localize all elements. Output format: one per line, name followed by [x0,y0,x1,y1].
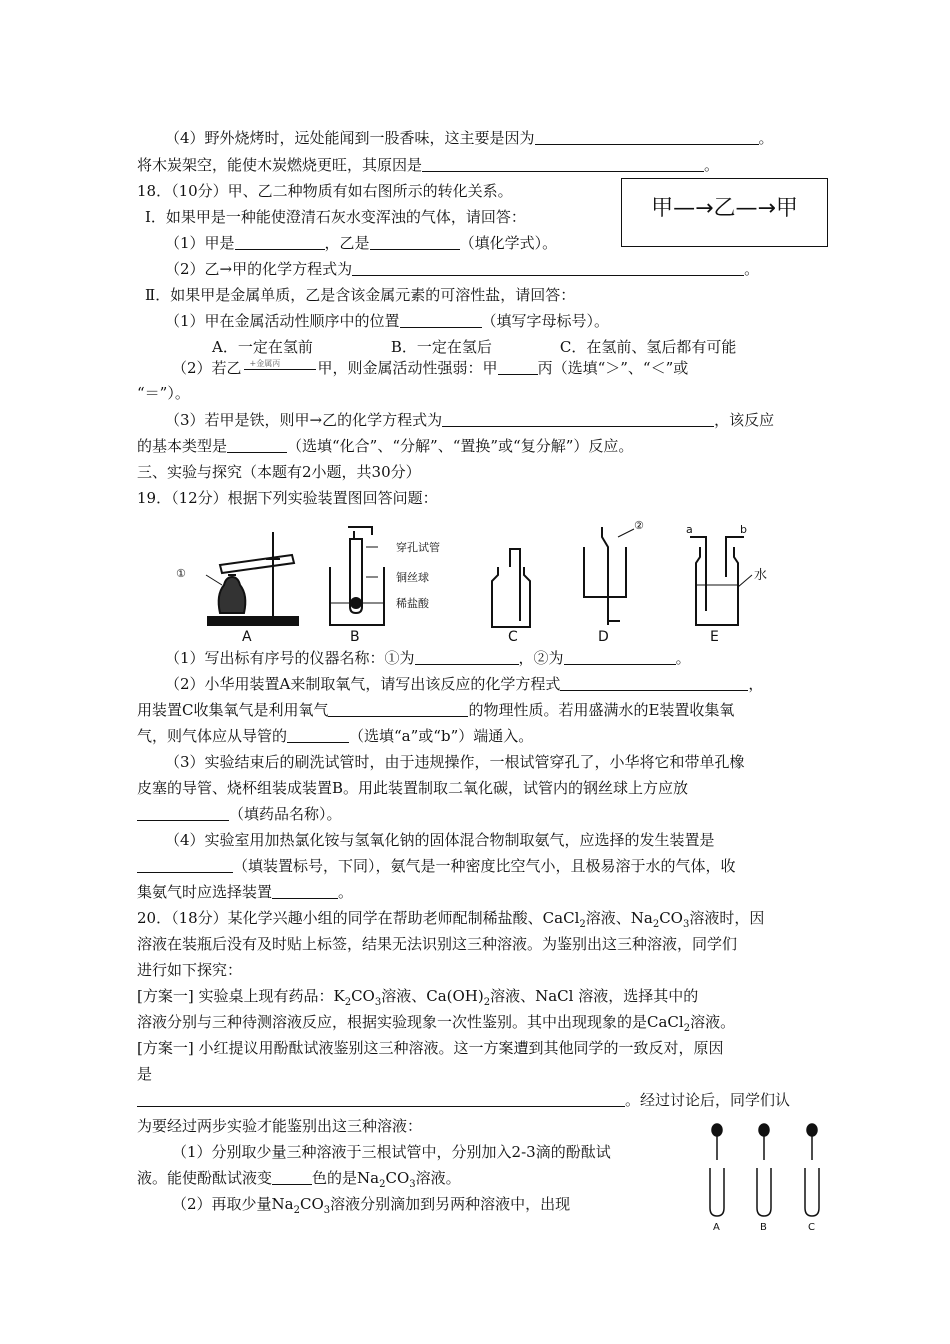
text: 。经过讨论后，同学们认 [625,1091,791,1109]
conversion-diagram: 甲—→乙—→甲 [651,196,798,221]
text: 色的是Na [312,1169,380,1187]
q20-step1-cont [137,1168,461,1195]
text: 甲，则金属活动性强弱：甲 [317,359,498,377]
label-b: b [740,523,747,536]
q19-heading: 19．（12分）根据下列实验装置图回答问题： [137,489,438,507]
text: 溶液。 [690,1013,736,1031]
test-tube-a [710,1168,724,1216]
subscript: 2 [379,1179,386,1190]
text: CO [659,909,683,927]
q20-line2: 溶液在装瓶后没有及时贴上标签，结果无法识别这三种溶液。为鉴别出这三种溶液，同学们 [137,935,738,953]
label-water: 水 [754,568,768,583]
reaction-arrow [242,357,318,373]
text: 溶液分别滴加到另两种溶液中，出现 [330,1195,571,1213]
option-c: C．在氢前、氢后都有可能 [559,338,737,356]
answer-blank[interactable] [498,359,538,375]
text: 溶液。 [415,1169,461,1187]
text: （填写字母标号）。 [481,312,610,330]
text: 溶液分别与三种待测溶液反应，根据实验现象一次性鉴别。其中出现现象的是CaCl [137,1013,684,1031]
q18-options [212,337,736,357]
answer-blank[interactable] [442,411,714,427]
q18-part1: Ⅰ．如果甲是一种能使澄清石灰水变浑浊的气体，请回答： [145,208,526,226]
subscript: 2 [483,997,491,1008]
subscript: 3 [374,997,382,1008]
dropper-b [759,1124,769,1160]
apparatus-label-b: B [350,629,360,645]
answer-blank[interactable] [137,857,233,873]
text: ，该反应 [714,411,775,429]
tube-label-c: C [808,1222,815,1233]
subscript: 2 [652,919,660,930]
answer-blank[interactable] [560,675,748,691]
text: 。 [704,156,720,174]
text: 集氨气时应选择装置 [137,883,273,901]
text: （填药品名称）。 [229,805,342,823]
text: （3）若甲是铁，则甲→乙的化学方程式为 [165,411,443,429]
q19-4-cont [137,856,736,876]
apparatus-label-c: C [508,629,518,645]
label-dilute-hcl: 稀盐酸 [396,597,429,610]
text: （选填“化合”、“分解”、“置换”或“复分解”）反应。 [287,437,634,455]
answer-blank[interactable] [272,1169,312,1185]
text: ，②为 [518,649,564,667]
text: 。 [675,649,691,667]
text: 溶液、Na [585,909,653,927]
apparatus-figure [176,517,768,645]
text: （1）甲在金属活动性顺序中的位置 [165,312,400,330]
q19-2 [165,674,763,694]
apparatus-b [330,527,384,625]
text: 的物理性质。若用盛满水的E装置收集氧 [468,701,735,719]
dropper-c [807,1124,817,1160]
text: 的基本类型是 [137,437,228,455]
q17-4-line1 [165,128,774,148]
q17-4-line2 [137,155,719,175]
text: [方案一] 实验桌上现有药品：K [137,987,345,1005]
subscript: 3 [323,1205,331,1216]
text: CO [385,1169,410,1187]
test-tube-b [757,1168,771,1216]
q19-1 [165,648,691,668]
q19-2-cont [137,700,734,720]
text: （2）再取少量Na [172,1195,294,1213]
text: 溶液、NaCl 溶液，选择其中的 [490,987,699,1005]
q20-heading [137,908,764,935]
text: （填化学式）。 [459,234,558,252]
subscript: 3 [409,1179,416,1190]
text: （2）乙→甲的化学方程式为 [165,260,353,278]
answer-blank[interactable] [564,649,676,665]
answer-blank[interactable] [137,805,229,821]
q19-2-cont2 [137,726,533,746]
q19-4-cont2 [137,882,353,902]
reagent-label: +金属丙 [249,359,281,368]
text: CO [300,1195,324,1213]
q20-plan1-cont [137,1012,735,1039]
text: ， [748,675,764,693]
q18-p2-3 [165,410,774,430]
q18-part2: Ⅱ．如果甲是金属单质，乙是含该金属元素的可溶性盐，请回答： [145,286,576,304]
answer-blank[interactable] [422,156,704,172]
label-copper-ball: 铜丝球 [396,571,429,584]
text: 。 [758,129,774,147]
q20-line9: 为要经过两步实验才能鉴别出这三种溶液： [137,1117,423,1135]
subscript: 2 [344,997,352,1008]
text: 。 [744,260,760,278]
apparatus-d [584,527,634,625]
marker-2: ② [634,519,644,532]
option-a: A．一定在氢前 [212,338,313,356]
answer-blank[interactable] [235,234,325,250]
text: （1）写出标有序号的仪器名称：①为 [165,649,415,667]
marker-1: ① [176,567,186,580]
q20-step1: （1）分别取少量三种溶液于三根试管中，分别加入2-3滴的酚酞试 [172,1143,611,1161]
tube-label-b: B [760,1222,767,1233]
text: 。 [338,883,354,901]
subscript: 2 [683,1023,691,1034]
text: CO [351,987,375,1005]
apparatus-e [690,537,752,625]
text: （4）野外烧烤时，远处能闻到一股香味，这主要是因为 [165,129,535,147]
text: 20．（18分）某化学兴趣小组的同学在帮助老师配制稀盐酸、CaCl [137,909,580,927]
answer-blank[interactable] [137,1091,625,1107]
apparatus-label-a: A [242,629,252,645]
dropper-a [712,1124,722,1160]
tube-label-a: A [713,1222,720,1233]
apparatus-c [492,549,530,627]
label-perforated-tube: 穿孔试管 [396,541,440,554]
text: 将木炭架空，能使木炭燃烧更旺，其原因是 [137,156,423,174]
text: （1）甲是 [165,234,235,252]
q19-3: （3）实验结束后的刷洗试管时，由于违规操作，一根试管穿孔了，小华将它和带单孔橡 [165,753,745,771]
answer-blank[interactable] [272,883,338,899]
text: （2）小华用装置A来制取氧气，请写出该反应的化学方程式 [165,675,561,693]
q19-3-cont: 皮塞的导管、烧杯组装成装置B。用此装置制取二氧化碳，试管内的钢丝球上方应放 [137,779,689,797]
answer-blank[interactable] [227,437,287,453]
test-tube-c [805,1168,819,1216]
answer-blank[interactable] [370,234,460,250]
q20-plan2-cont2 [137,1090,790,1110]
q20-step2 [172,1194,570,1221]
q18-p2-2-cont: “＝”）。 [137,384,190,402]
label-a: a [686,523,693,536]
apparatus-a [206,532,298,625]
apparatus-label-e: E [710,629,719,645]
text: 气，则气体应从导管的 [137,727,288,745]
text: （2）若乙 [172,359,242,377]
subscript: 2 [579,919,586,930]
answer-blank[interactable] [287,727,349,743]
text: 溶液时，因 [689,909,765,927]
answer-blank[interactable] [535,129,759,145]
q19-3-cont2 [137,804,342,824]
text: （填装置标号，下同），氨气是一种密度比空气小，且极易溶于水的气体，收 [233,857,736,875]
text: （选填“a”或“b”）端通入。 [349,727,534,745]
subscript: 3 [682,919,690,930]
q20-plan2: [方案一] 小红提议用酚酞试液鉴别这三种溶液。这一方案遭到其他同学的一致反对，原因 [137,1039,724,1057]
q20-plan2-cont: 是 [137,1065,153,1083]
answer-blank[interactable] [415,649,519,665]
q18-heading: 18．（10分）甲、乙二种物质有如右图所示的转化关系。 [137,182,513,200]
text: 用装置C收集氧气是利用氧气 [137,701,329,719]
test-tube-figure [700,1120,830,1232]
answer-blank[interactable] [328,701,468,717]
text: 溶液、Ca(OH) [381,987,484,1005]
section-3-heading: 三、实验与探究（本题有2小题，共30分） [137,463,421,481]
option-b: B．一定在氢后 [390,338,492,356]
q20-plan1 [137,986,698,1013]
q18-p2-1 [165,311,609,331]
text: 丙（选填“＞”、“＜”或 [537,359,689,377]
q19-4: （4）实验室用加热氯化铵与氢氧化钠的固体混合物制取氨气，应选择的发生装置是 [165,831,715,849]
answer-blank[interactable] [352,260,744,276]
q18-p1-2 [165,259,759,279]
q18-p2-2 [172,357,688,378]
q18-p1-1 [165,233,557,253]
q18-p2-3-cont [137,436,633,456]
subscript: 2 [293,1205,300,1216]
answer-blank[interactable] [400,312,482,328]
conversion-diagram-box [621,178,828,247]
text: ，乙是 [324,234,370,252]
apparatus-label-d: D [598,629,609,645]
text: 液。能使酚酞试液变 [137,1169,273,1187]
q20-line3: 进行如下探究： [137,961,243,979]
